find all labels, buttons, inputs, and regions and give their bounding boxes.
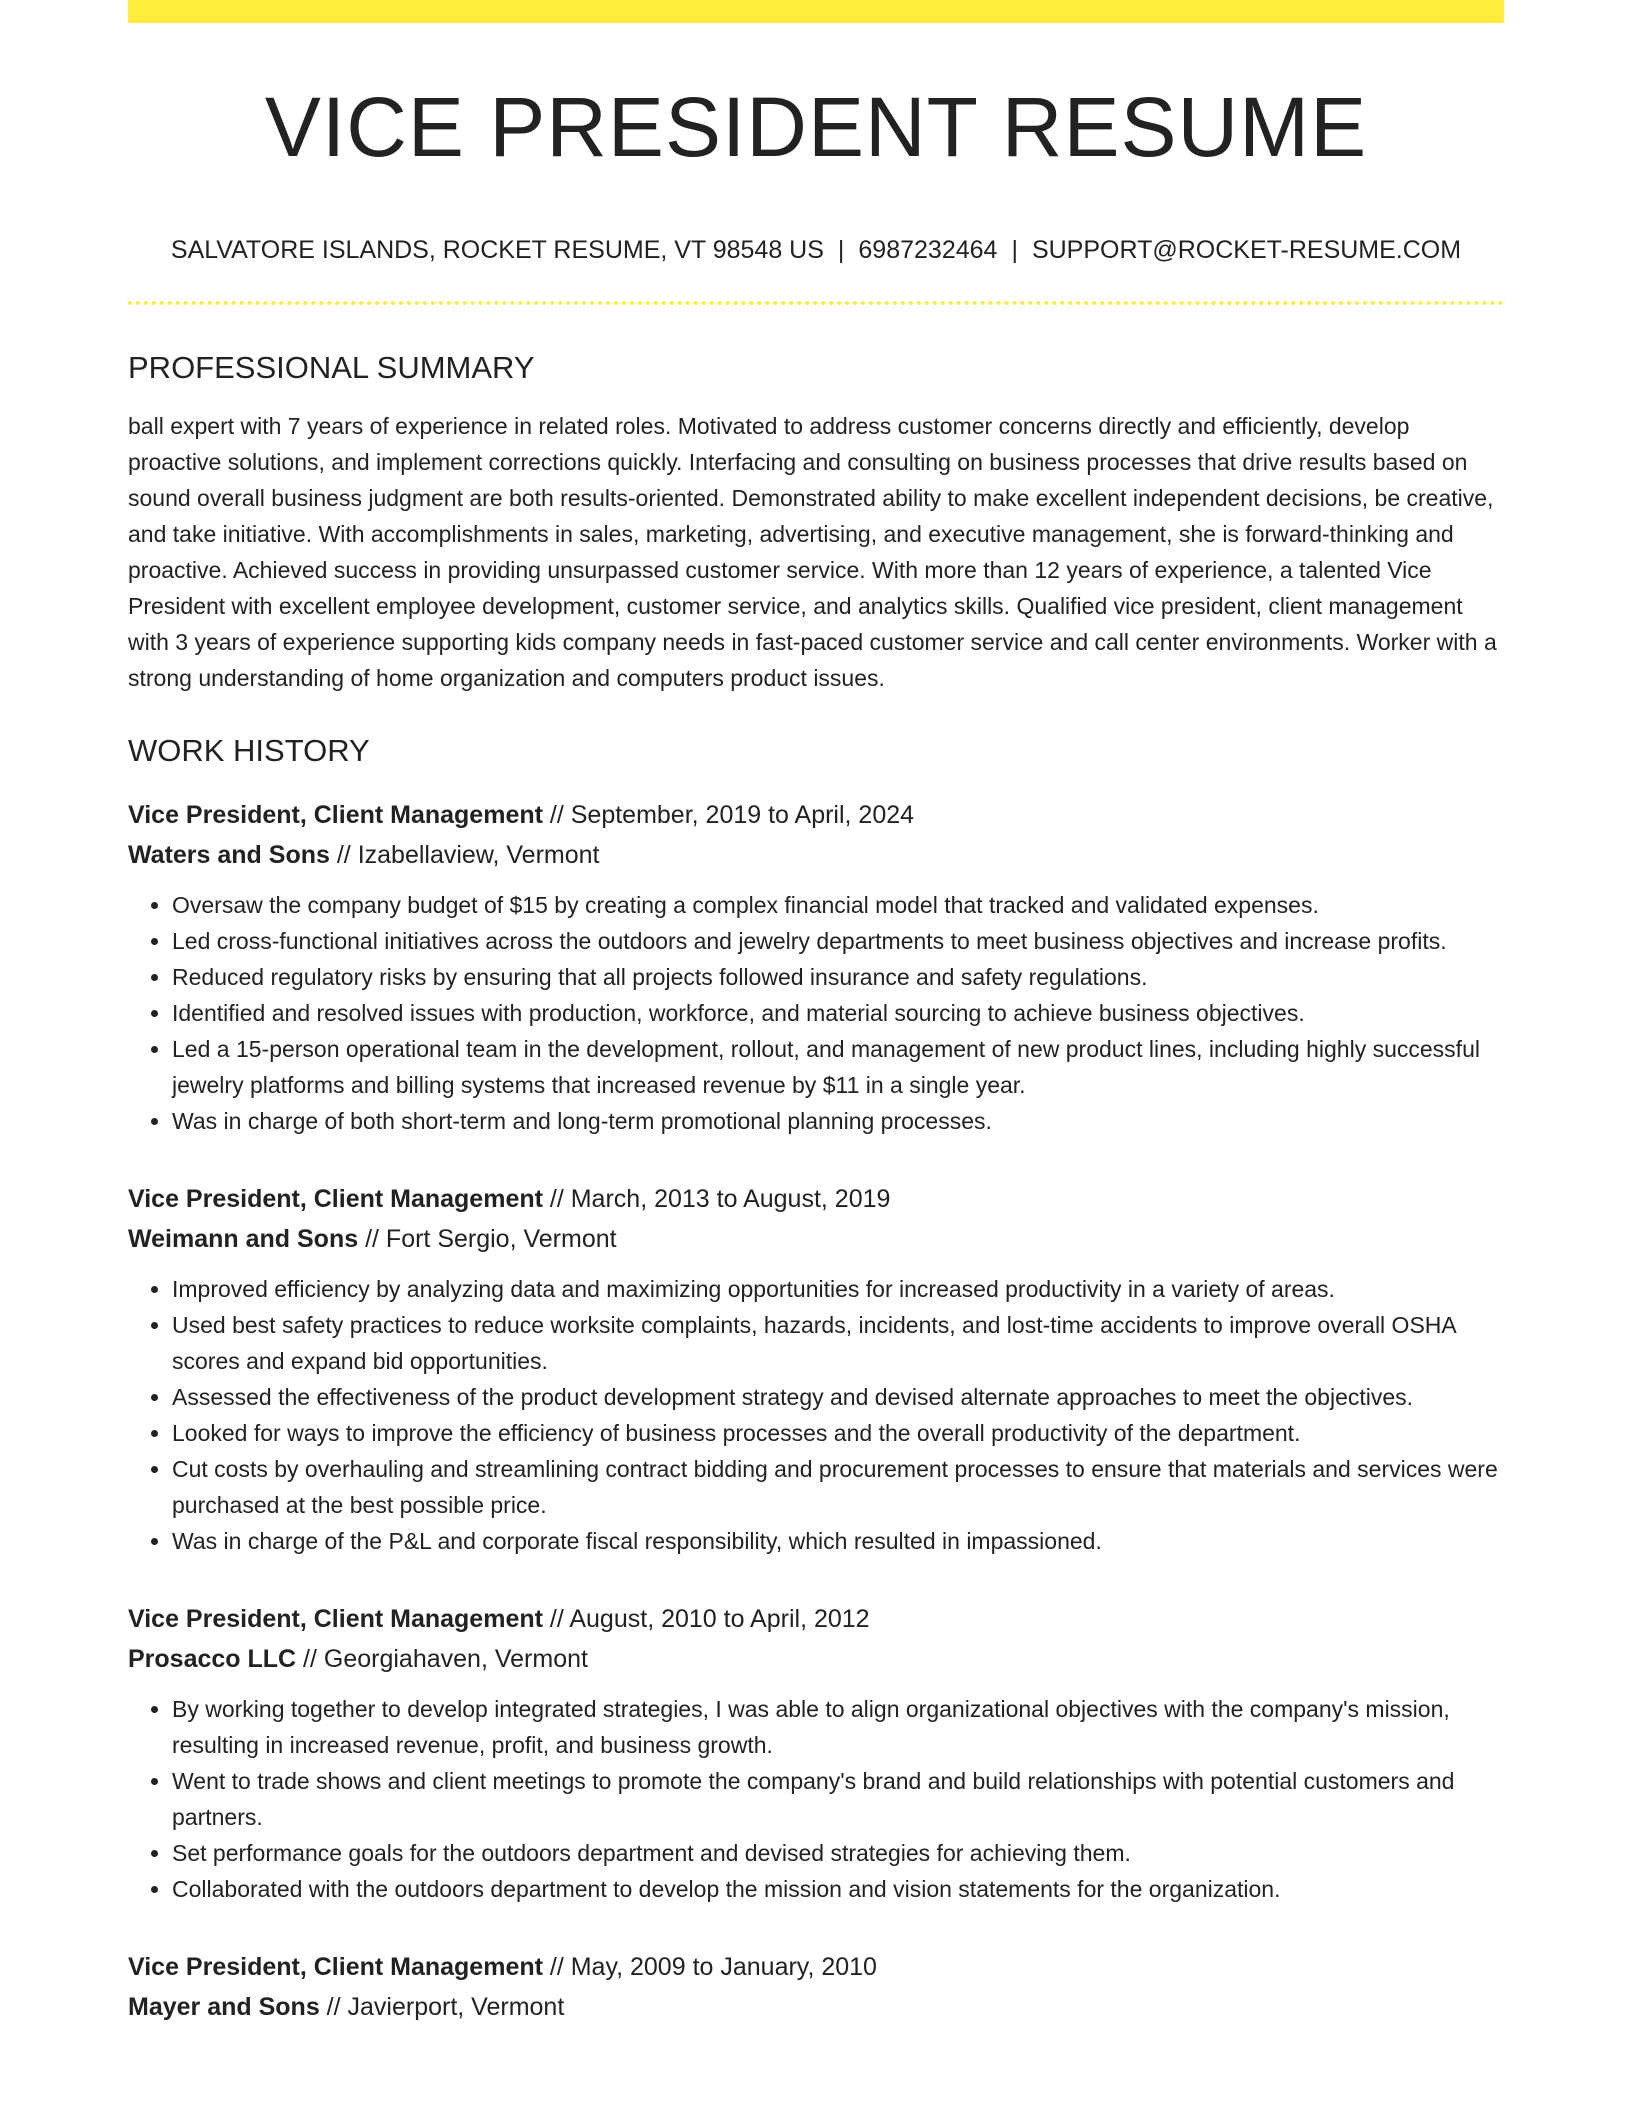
contact-email: SUPPORT@ROCKET-RESUME.COM bbox=[1031, 236, 1462, 264]
resume-page bbox=[128, 0, 1504, 2027]
job-dates: // September, 2019 to April, 2024 bbox=[542, 801, 915, 830]
contact-phone: 6987232464 bbox=[858, 236, 998, 264]
job-title-line bbox=[128, 1599, 1504, 1639]
job-bullet: • Reduced regulatory risks by ensuring that all projects followed insurance and safety regulations. bbox=[172, 959, 1504, 995]
work-history-list bbox=[128, 795, 1504, 2027]
job-entry bbox=[128, 1947, 1504, 2027]
summary-heading: PROFESSIONAL SUMMARY bbox=[128, 350, 535, 385]
job-bullet: • Was in charge of both short-term and long-term promotional planning processes. bbox=[172, 1103, 1504, 1139]
job-title: Vice President, Client Management bbox=[128, 1953, 543, 1982]
job-company-line bbox=[128, 1639, 1504, 1679]
job-company: Mayer and Sons bbox=[128, 1993, 320, 2022]
job-title-line bbox=[128, 795, 1504, 835]
job-bullet: • Was in charge of the P&L and corporate fiscal responsibility, which resulted in impassioned. bbox=[172, 1523, 1504, 1559]
contact-separator: | bbox=[837, 236, 845, 264]
job-bullets bbox=[128, 1691, 1504, 1907]
job-entry bbox=[128, 1599, 1504, 1907]
job-entry bbox=[128, 1179, 1504, 1559]
job-bullet: • Led cross-functional initiatives across the outdoors and jewelry departments to meet business objectives and increase profits. bbox=[172, 923, 1504, 959]
job-bullet: • Assessed the effectiveness of the product development strategy and devised alternate approaches to meet the objectives. bbox=[172, 1379, 1504, 1415]
contact-address: SALVATORE ISLANDS, ROCKET RESUME, VT 98548 US bbox=[170, 236, 824, 264]
job-company-line bbox=[128, 835, 1504, 875]
job-title-line bbox=[128, 1947, 1504, 1987]
job-bullets bbox=[128, 887, 1504, 1139]
dotted-divider bbox=[128, 301, 1504, 305]
job-location: // Georgiahaven, Vermont bbox=[296, 1645, 588, 1674]
work-history-heading: WORK HISTORY bbox=[128, 733, 370, 769]
job-company-line bbox=[128, 1987, 1504, 2027]
job-company: Weimann and Sons bbox=[128, 1225, 359, 1254]
job-bullet: • Used best safety practices to reduce worksite complaints, hazards, incidents, and lost-time accidents to improve overall OSHA scores and expand bid opportunities. bbox=[172, 1307, 1504, 1379]
job-bullets bbox=[128, 1271, 1504, 1559]
job-bullet: • Looked for ways to improve the efficiency of business processes and the overall productivity of the department. bbox=[172, 1415, 1504, 1451]
job-dates: // May, 2009 to January, 2010 bbox=[542, 1953, 877, 1982]
contact-line bbox=[128, 235, 1504, 265]
job-bullet: • Set performance goals for the outdoors department and devised strategies for achieving them. bbox=[172, 1835, 1504, 1871]
job-location: // Javierport, Vermont bbox=[319, 1993, 565, 2022]
job-company: Prosacco LLC bbox=[128, 1645, 297, 1674]
job-title: Vice President, Client Management bbox=[128, 1605, 543, 1634]
job-title: Vice President, Client Management bbox=[128, 1185, 543, 1214]
job-bullet: • Improved efficiency by analyzing data and maximizing opportunities for increased productivity in a variety of areas. bbox=[172, 1271, 1504, 1307]
job-bullet: • Identified and resolved issues with production, workforce, and material sourcing to achieve business objectives. bbox=[172, 995, 1504, 1031]
job-location: // Fort Sergio, Vermont bbox=[358, 1225, 617, 1254]
job-entry bbox=[128, 795, 1504, 1139]
resume-title: VICE PRESIDENT RESUME bbox=[264, 80, 1368, 174]
job-company: Waters and Sons bbox=[128, 841, 330, 870]
job-bullet: • Oversaw the company budget of $15 by creating a complex financial model that tracked and validated expenses. bbox=[172, 887, 1504, 923]
job-bullet: • By working together to develop integrated strategies, I was able to align organizational objectives with the company's mission, resulting in increased revenue, profit, and business growth. bbox=[172, 1691, 1504, 1763]
job-dates: // March, 2013 to August, 2019 bbox=[542, 1185, 891, 1214]
job-bullet: • Went to trade shows and client meetings to promote the company's brand and build relationships with potential customers and partners. bbox=[172, 1763, 1504, 1835]
job-dates: // August, 2010 to April, 2012 bbox=[542, 1605, 870, 1634]
job-location: // Izabellaview, Vermont bbox=[329, 841, 600, 870]
summary-text: ball expert with 7 years of experience in related roles. Motivated to address customer concerns directly and efficiently, develop proactive solutions, and implement corrections quickly. Interfacing and consulting on business processes that drive results based on sound overall business judgment are both results-oriented. Demonstrated ability to make excellent independent decisions, be creative, and take initiative. With accomplishments in sales, marketing, advertising, and executive management, she is forward-thinking and proactive. Achieved success in providing unsurpassed customer service. With more than 12 years of experience, a talented Vice President with excellent employee development, customer service, and analytics skills. Qualified vice president, client management with 3 years of experience supporting kids company needs in fast-paced customer service and call center environments. Worker with a strong understanding of home organization and computers product issues. bbox=[128, 413, 1497, 692]
job-company-line bbox=[128, 1219, 1504, 1259]
job-bullet: • Cut costs by overhauling and streamlining contract bidding and procurement processes to ensure that materials and services were purchased at the best possible price. bbox=[172, 1451, 1504, 1523]
job-title: Vice President, Client Management bbox=[128, 801, 543, 830]
top-accent-bar bbox=[128, 0, 1504, 23]
job-bullet: • Collaborated with the outdoors department to develop the mission and vision statements for the organization. bbox=[172, 1871, 1504, 1907]
contact-separator: | bbox=[1011, 236, 1018, 264]
job-title-line bbox=[128, 1179, 1504, 1219]
job-bullet: • Led a 15-person operational team in the development, rollout, and management of new product lines, including highly successful jewelry platforms and billing systems that increased revenue by $11 in a single year. bbox=[172, 1031, 1504, 1103]
